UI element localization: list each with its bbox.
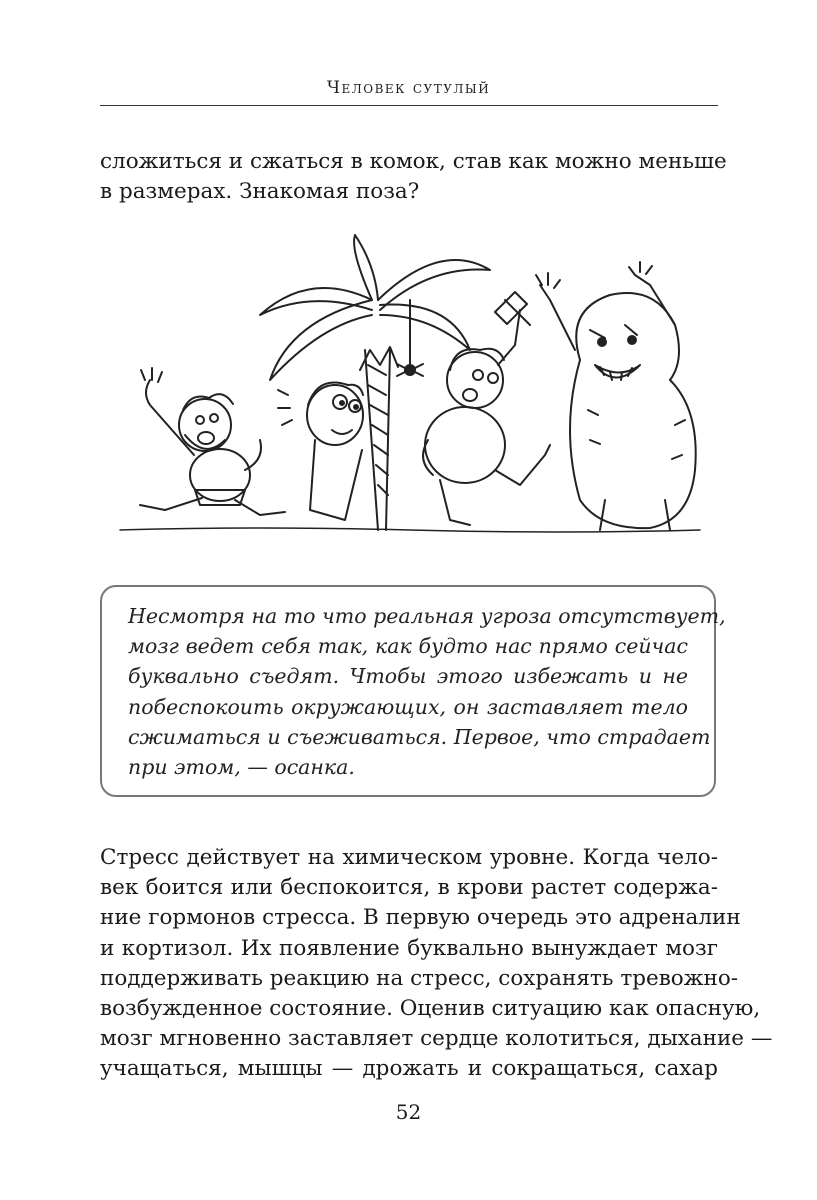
roaring-bear-figure	[536, 262, 696, 530]
text-line: возбужденное состояние. Оценив ситуацию как опасную,	[100, 996, 761, 1022]
text-line: мозг мгновенно заставляет сердце колотиться, дыхание —	[100, 1026, 773, 1052]
hiding-caveman-figure	[278, 383, 363, 521]
running-caveman-figure	[140, 368, 285, 515]
callout-line: побеспокоить окружающих, он заставляет тело	[128, 694, 688, 719]
running-head-title: Человек сутулый	[326, 78, 491, 98]
callout-line: сжиматься и съеживаться. Первое, что страдает	[128, 724, 711, 749]
paragraph-main	[100, 843, 773, 1085]
paragraph-top	[100, 147, 727, 207]
callout-line: Несмотря на то что реальная угроза отсутствует,	[128, 604, 726, 628]
text-line: учащаться, мышцы — дрожать и сокращаться, сахар	[100, 1056, 718, 1082]
callout-line: буквально съедят. Чтобы этого избежать и не	[128, 664, 688, 689]
callout-box	[100, 585, 726, 797]
spider-figure	[397, 300, 423, 376]
text-line: сложиться и сжаться в комок, став как можно меньше	[100, 149, 727, 174]
callout-line: мозг ведет себя так, как будто нас прямо сейчас	[128, 634, 688, 659]
text-line: век боится или беспокоится, в крови растет содержа-	[100, 875, 718, 901]
text-line: Стресс действует на химическом уровне. Когда чело-	[100, 845, 718, 870]
cartoon-illustration	[110, 230, 710, 540]
text-line: и кортизол. Их появление буквально вынуждает мозг	[100, 935, 718, 961]
text-line: в размерах. Знакомая поза?	[100, 179, 420, 204]
axe-caveman-figure	[423, 292, 550, 525]
header-rule	[100, 105, 718, 106]
text-line: ние гормонов стресса. В первую очередь это адреналин	[100, 905, 741, 931]
callout-text	[128, 601, 726, 782]
palm-tree-figure	[260, 235, 490, 530]
page-number: 52	[395, 1100, 422, 1124]
text-line: поддерживать реакцию на стресс, сохранять тревожно-	[100, 965, 739, 991]
callout-line: при этом, — осанка.	[128, 755, 355, 780]
